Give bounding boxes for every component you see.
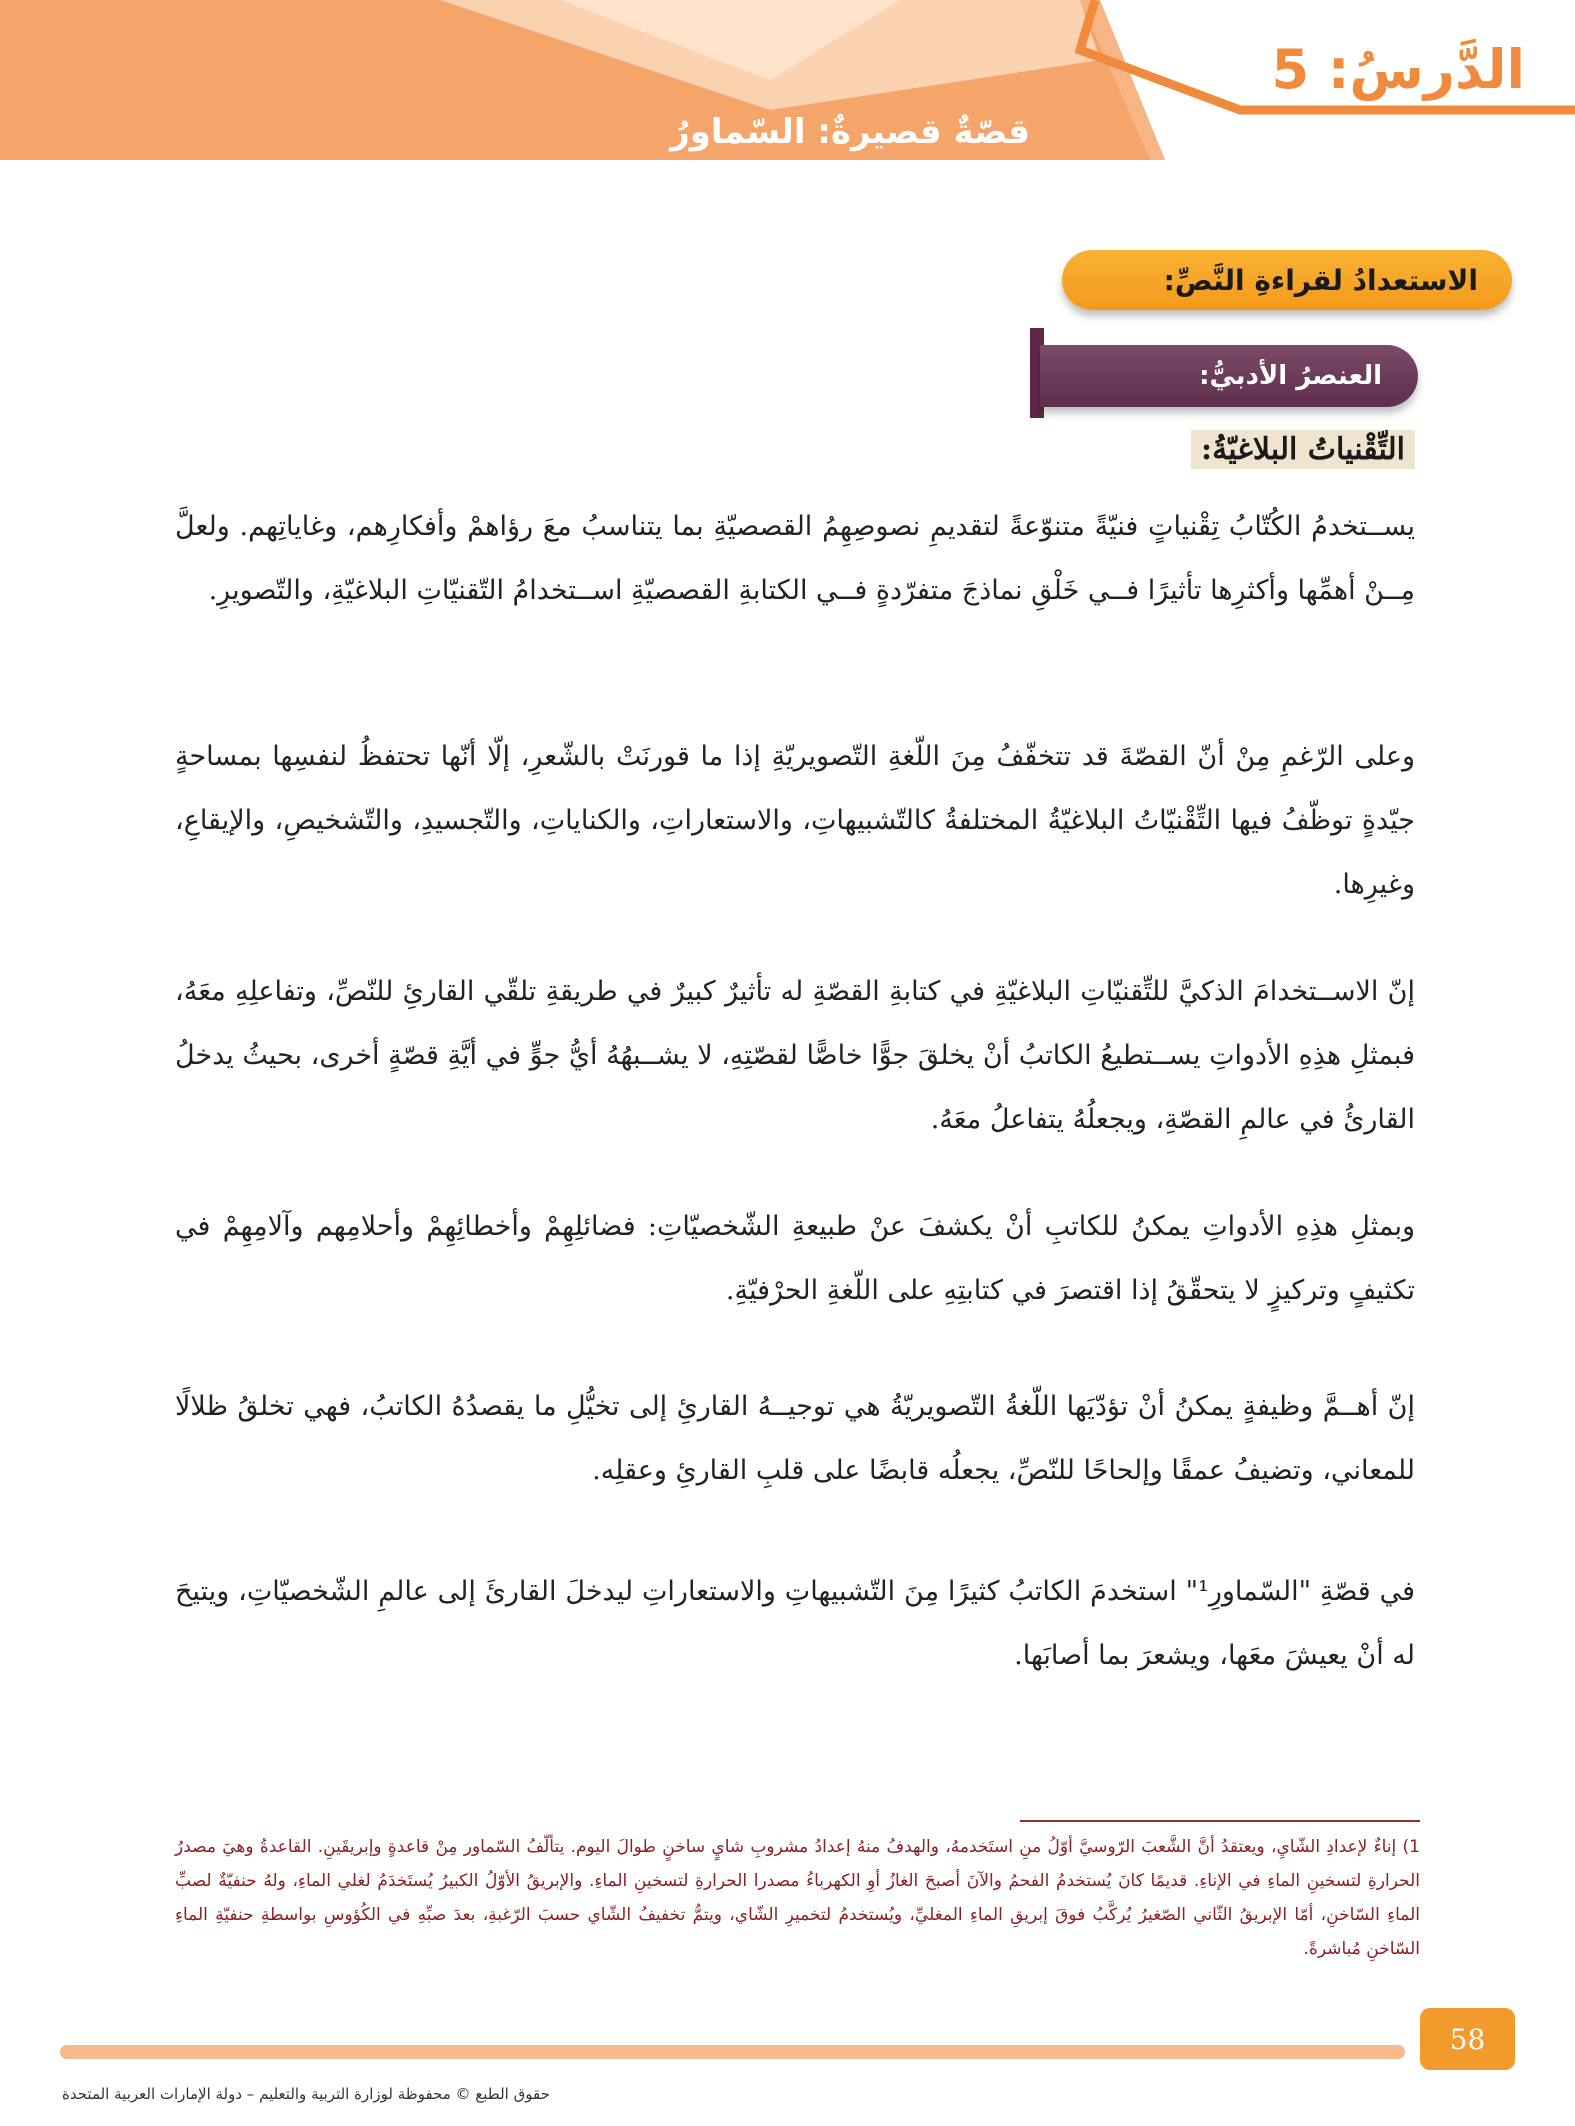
paragraph-3: إنّ الاســتخدامَ الذكيَّ للتِّقنيّاتِ البلاغيّةِ في كتابةِ القصّةِ له تأثيرٌ كبيرٌ في طريقةِ تلقّي القارئِ للنّصِّ، وتفاعلِهِ معَهُ، فبمثلِ هذِهِ الأدواتِ يســتطيعُ الكاتبُ أنْ يخلقَ جوًّا خاصًّا لقصّتِهِ، لا يشــبهُهُ أيُّ جوٍّ في أيَّةِ قصّةٍ أخرى، بحيثُ يدخلُ القارئُ في عالمِ القصّةِ، ويجعلُهُ يتفاعلُ معَهُ. xyxy=(175,976,1415,1135)
paragraph-6: في قصّةِ "السّماورِ¹" استخدمَ الكاتبُ كثيرًا مِنَ التّشبيهاتِ والاستعاراتِ ليدخلَ القارئَ إلى عالمِ الشّخصيّاتِ، ويتيحَ له أنْ يعيشَ معَها، ويشعرَ بما أصابَها. xyxy=(175,1576,1415,1671)
page-number: 58 xyxy=(1420,2008,1515,2070)
literary-element-label: العنصرُ الأدبيُّ: xyxy=(1040,345,1418,407)
footer-bar xyxy=(60,2045,1405,2059)
footnote-divider xyxy=(1020,1820,1420,1822)
paragraph-5: إنّ أهــمَّ وظيفةٍ يمكنُ أنْ تؤدّيَها اللّغةُ التّصويريّةُ هي توجيــهُ القارئِ إلى تخيُّلِ ما يقصدُهُ الكاتبُ، فهي تخلقُ ظلالًا للمعاني، وتضيفُ عمقًا وإلحاحًا للنّصِّ، يجعلُه قابضًا على قلبِ القارئِ وعقلِه. xyxy=(175,1391,1415,1486)
copyright-notice: حقوق الطبع © محفوظة لوزارة التربية والتعليم – دولة الإمارات العربية المتحدة xyxy=(62,2085,550,2103)
prep-reading-label: الاستعدادُ لقراءةِ النَّصِّ: xyxy=(1062,250,1512,310)
footnote: 1) إناءٌ لإعدادِ الشّايِ، ويعتقدُ أنَّ الشَّعبَ الرّوسيَّ أوّلُ منِ استَخدمهُ، والهدفُ منهُ إعدادُ مشروبِ شايٍ ساخنٍ طوالَ اليوم. يتألّفُ السّماور مِنْ قاعدةٍ وإبريقَينِ. القاعدةُ وهيَ مصدرُ الحرارةِ لتسخينِ الماءِ في الإناءِ. قديمًا كانَ يُستخدمُ الفحمُ والآنَ أصبحَ الغازُ أوِ الكهرباءُ مصدرا الحرارةِ لتسخينِ الماءِ. والإبريقُ الأوّلُ الكبيرُ يُستَخدَمُ لغلي الماءِ، ولهُ حنفيّةٌ لصبِّ الماءِ السّاخنِ، أمّا الإبريقُ الثّاني الصّغيرُ يُركَّبُ فوقَ إبريقِ الماءِ المغليِّ، ويُستخدمُ لتخميرِ الشّاي، ويتمُّ تخفيفُ الشّاي حسبَ الرّغبةِ، بعدَ صبِّهِ في الكُؤوسِ بواسطةِ حنفيّةِ الماءِ السّاخنِ مُباشرةً. xyxy=(175,1837,1420,1959)
lesson-subtitle: قصّةٌ قصيرةٌ: السّماورُ xyxy=(670,112,1030,152)
paragraph-1: يســتخدمُ الكُتّابُ تِقْنياتٍ فنيّةً متنوّعةً لتقديمِ نصوصِهِمُ القصصيّةِ بما يتناسبُ معَ رؤاهمْ وأفكارِهم، وغاياتِهم. ولعلَّ مِــنْ أهمِّها وأكثرِها تأثيرًا فــي خَلْقِ نماذجَ متفرّدةٍ فــي الكتابةِ القصصيّةِ اســتخدامُ التّقنيّاتِ البلاغيّةِ، والتّصويرِ. xyxy=(175,511,1415,606)
paragraph-2: وعلى الرّغمِ مِنْ أنّ القصّةَ قد تتخفّفُ مِنَ اللّغةِ التّصويريّةِ إذا ما قورنَتْ بالشّعرِ، إلّا أنّها تحتفظُ لنفسِها بمساحةٍ جيّدةٍ توظّفُ فيها التِّقْنيّاتُ البلاغيّةُ المختلفةُ كالتّشبيهاتِ، والاستعاراتِ، والكناياتِ، والتّجسيدِ، والتّشخيصِ، والإيقاعِ، وغيرِها. xyxy=(175,741,1415,900)
lesson-title: الدَّرسُ: 5 xyxy=(1271,38,1525,101)
paragraph-4: وبمثلِ هذِهِ الأدواتِ يمكنُ للكاتبِ أنْ يكشفَ عنْ طبيعةِ الشّخصيّاتِ: فضائلِهِمْ وأخطائِهِمْ وأحلامِهم وآلامِهِمْ في تكثيفٍ وتركيزٍ لا يتحقّقُ إذا اقتصرَ في كتابتِهِ على اللّغةِ الحرْفيّةِ. xyxy=(175,1211,1415,1306)
section-heading: التِّقْنياتُ البلاغيّةُ: xyxy=(1191,430,1415,469)
